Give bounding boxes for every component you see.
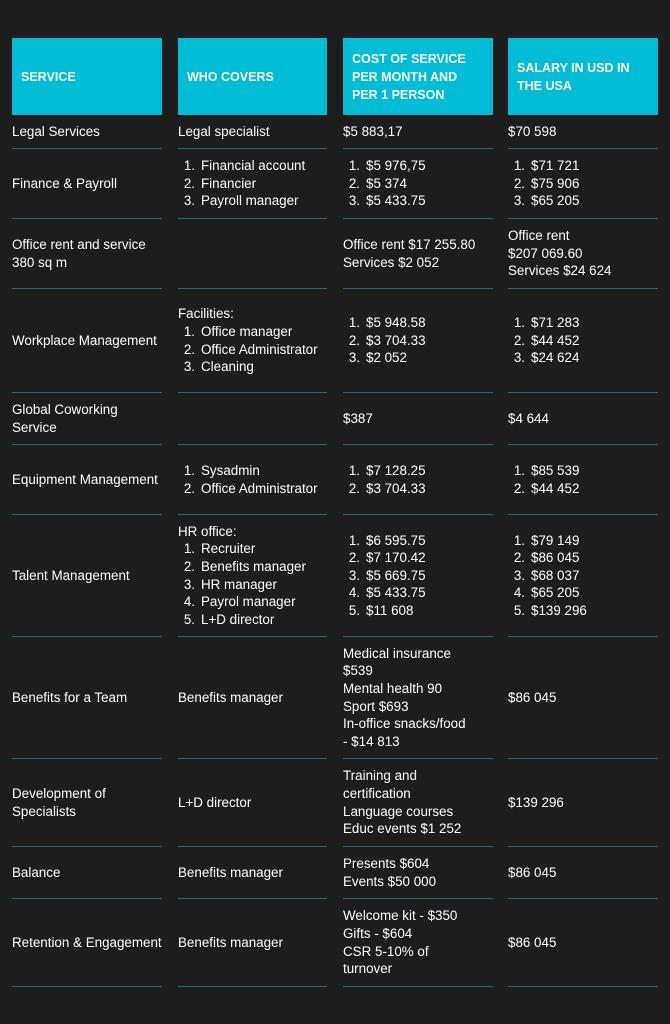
who-covers-list [178,157,327,210]
list-item [178,611,327,629]
list-text: Office Administrator [201,480,318,496]
list-text: $7 170.42 [366,550,426,566]
list-number: 3. [183,359,195,375]
list-text: $5 374 [366,175,407,191]
who-covers-cell [178,515,327,637]
salary-cell [508,393,658,445]
who-covers-text: Benefits manager [178,934,283,950]
salary-text: $86 045 [508,934,557,950]
list-item [343,157,493,175]
list-number: 2. [513,480,525,496]
salary-cell [508,115,658,149]
list-number: 1. [513,532,525,548]
list-item [178,576,327,594]
service-cell [12,759,162,847]
list-text: $65 205 [531,193,580,209]
service-name: Finance & Payroll [12,175,117,191]
cost-cell [343,759,493,847]
salary-list [508,532,658,620]
list-text: $2 052 [366,350,407,366]
list-item [508,584,658,602]
list-number: 3. [513,193,525,209]
who-covers-cell [178,115,327,149]
list-number: 2. [348,480,360,496]
list-text: $44 452 [531,332,580,348]
header-salary: SALARY IN USD IN THE USA [508,38,658,115]
cost-list [343,157,493,210]
salary-cell [508,515,658,637]
service-cell [12,515,162,637]
list-text: $5 948.58 [366,315,426,331]
list-item [508,192,658,210]
cost-text: Office rent $17 255.80 Services $2 052 [343,236,476,270]
who-covers-cell [178,847,327,899]
list-item [508,462,658,480]
list-item [508,602,658,620]
who-covers-cell [178,759,327,847]
who-covers-list [178,540,327,628]
who-covers-text: L+D director [178,794,252,810]
list-item [343,175,493,193]
cost-text: Presents $604 Events $50 000 [343,855,437,889]
list-number: 3. [513,350,525,366]
list-text: $3 704.33 [366,332,426,348]
list-text: Sysadmin [201,462,260,478]
list-number: 3. [348,350,360,366]
service-cell [12,149,162,219]
list-number: 5. [348,602,360,618]
list-item [178,192,327,210]
table-body [12,115,658,987]
list-text: $3 704.33 [366,480,426,496]
list-item [508,157,658,175]
list-text: $139 296 [531,602,587,618]
cost-cell [343,289,493,393]
salary-list [508,314,658,367]
service-cell [12,899,162,987]
list-item [508,567,658,585]
list-number: 5. [513,602,525,618]
salary-list [508,462,658,497]
cost-cell [343,393,493,445]
list-text: $71 283 [531,315,580,331]
who-covers-cell [178,289,327,393]
list-number: 3. [348,193,360,209]
cost-list [343,532,493,620]
table-row [12,899,658,987]
list-number: 1. [348,158,360,174]
service-cell [12,219,162,289]
salary-cell [508,899,658,987]
list-number: 3. [183,576,195,592]
cost-text: $387 [343,410,373,426]
who-covers-intro: Facilities: [178,306,234,322]
salary-text: $4 644 [508,410,549,426]
list-text: $65 205 [531,585,580,601]
cost-text: $5 883,17 [343,123,403,139]
table-row [12,759,658,847]
list-text: Payroll manager [201,193,299,209]
salary-text: $139 296 [508,794,564,810]
list-item [343,532,493,550]
salary-text: $86 045 [508,689,557,705]
who-covers-cell [178,637,327,759]
list-number: 3. [513,567,525,583]
list-number: 1. [183,541,195,557]
cost-cell [343,899,493,987]
header-service: SERVICE [12,38,162,115]
list-item [343,584,493,602]
service-name: Retention & Engagement [12,934,162,950]
cost-cell [343,515,493,637]
service-cell [12,637,162,759]
service-cell [12,289,162,393]
list-number: 1. [348,315,360,331]
list-item [343,602,493,620]
cost-cell [343,637,493,759]
service-name: Equipment Management [12,471,158,487]
list-item [343,480,493,498]
who-covers-cell [178,445,327,515]
service-name: Global Coworking Service [12,401,118,435]
list-number: 1. [513,315,525,331]
cost-text: Welcome kit - $350 Gifts - $604 CSR 5-10% of turnover [343,908,458,977]
list-number: 2. [513,175,525,191]
list-text: $5 669.75 [366,567,426,583]
list-text: Financial account [201,158,306,174]
table-row [12,393,658,445]
who-covers-list [178,462,327,497]
list-text: $85 539 [531,462,580,478]
list-item [508,332,658,350]
service-name: Benefits for a Team [12,689,128,705]
who-covers-text: Benefits manager [178,689,283,705]
list-number: 1. [183,323,195,339]
service-cell [12,393,162,445]
list-item [343,314,493,332]
list-number: 2. [513,550,525,566]
cost-cell [343,219,493,289]
cost-cell [343,847,493,899]
salary-cell [508,637,658,759]
table-row [12,115,658,149]
list-item [508,532,658,550]
salary-cell [508,149,658,219]
list-number: 1. [183,158,195,174]
service-name: Office rent and service 380 sq m [12,236,146,270]
table-row [12,445,658,515]
list-item [178,358,327,376]
table-header [12,38,658,115]
service-name: Development of Specialists [12,785,106,819]
salary-cell [508,759,658,847]
service-name: Legal Services [12,123,100,139]
list-number: 1. [183,462,195,478]
list-text: Benefits manager [201,558,306,574]
list-text: $5 433.75 [366,585,426,601]
who-covers-cell [178,149,327,219]
service-cell [12,445,162,515]
salary-text: Office rent $207 069.60 Services $24 624 [508,228,612,279]
list-item [178,323,327,341]
list-text: $68 037 [531,567,580,583]
list-text: Payrol manager [201,594,296,610]
who-covers-cell [178,219,327,289]
list-number: 1. [348,532,360,548]
list-number: 1. [513,462,525,478]
who-covers-intro: HR office: [178,523,237,539]
list-number: 4. [183,594,195,610]
list-number: 2. [513,332,525,348]
cost-cell [343,445,493,515]
list-number: 4. [348,585,360,601]
salary-text: $86 045 [508,864,557,880]
list-number: 2. [183,175,195,191]
list-number: 3. [348,567,360,583]
list-item [178,157,327,175]
list-text: $5 433.75 [366,193,426,209]
list-number: 3. [183,193,195,209]
list-item [508,480,658,498]
who-covers-cell [178,393,327,445]
salary-cell [508,445,658,515]
list-text: $75 906 [531,175,580,191]
list-item [343,192,493,210]
list-item [178,593,327,611]
who-covers-list [178,323,327,376]
list-number: 5. [183,611,195,627]
list-item [508,175,658,193]
list-number: 2. [183,558,195,574]
table-row [12,219,658,289]
table-row [12,149,658,219]
service-name: Talent Management [12,567,130,583]
list-text: Office Administrator [201,341,318,357]
table-row [12,515,658,637]
list-text: $5 976,75 [366,158,426,174]
header-who-covers: WHO COVERS [178,38,327,115]
list-item [343,549,493,567]
list-text: $79 149 [531,532,580,548]
list-number: 1. [348,462,360,478]
list-item [508,314,658,332]
salary-cell [508,289,658,393]
list-item [178,540,327,558]
who-covers-cell [178,899,327,987]
salary-list [508,157,658,210]
cost-cell [343,149,493,219]
cost-list [343,314,493,367]
list-text: $86 045 [531,550,580,566]
cost-text: Medical insurance $539 Mental health 90 Sport $693 In-office snacks/food - $14 813 [343,645,466,749]
list-item [178,341,327,359]
list-number: 1. [513,158,525,174]
salary-cell [508,847,658,899]
list-text: Cleaning [201,359,254,375]
who-covers-text: Benefits manager [178,864,283,880]
list-number: 2. [348,332,360,348]
list-text: $44 452 [531,480,580,496]
who-covers-text: Legal specialist [178,123,270,139]
cost-cell [343,115,493,149]
list-item [343,349,493,367]
list-text: $24 624 [531,350,580,366]
list-text: $7 128.25 [366,462,426,478]
header-cost: COST OF SERVICE PER MONTH AND PER 1 PERSON [343,38,493,115]
list-item [178,480,327,498]
list-text: Financier [201,175,257,191]
list-text: Recruiter [201,541,256,557]
salary-cell [508,219,658,289]
list-text: $71 721 [531,158,580,174]
cost-table [12,38,658,987]
list-item [508,549,658,567]
service-name: Balance [12,864,61,880]
table-row [12,637,658,759]
service-name: Workplace Management [12,332,157,348]
list-item [343,567,493,585]
table-row [12,289,658,393]
list-number: 2. [348,175,360,191]
service-cell [12,847,162,899]
salary-text: $70 598 [508,123,557,139]
list-item [178,462,327,480]
list-item [508,349,658,367]
list-item [343,462,493,480]
list-number: 2. [183,480,195,496]
table-row [12,847,658,899]
list-number: 2. [183,341,195,357]
list-text: $11 608 [366,602,414,618]
list-item [343,332,493,350]
list-item [178,175,327,193]
list-text: Office manager [201,323,293,339]
list-item [178,558,327,576]
list-text: HR manager [201,576,277,592]
list-text: $6 595.75 [366,532,426,548]
cost-text: Training and certification Language courses Educ events $1 252 [343,768,462,837]
list-number: 4. [513,585,525,601]
list-text: L+D director [201,611,275,627]
cost-list [343,462,493,497]
list-number: 2. [348,550,360,566]
service-cell [12,115,162,149]
